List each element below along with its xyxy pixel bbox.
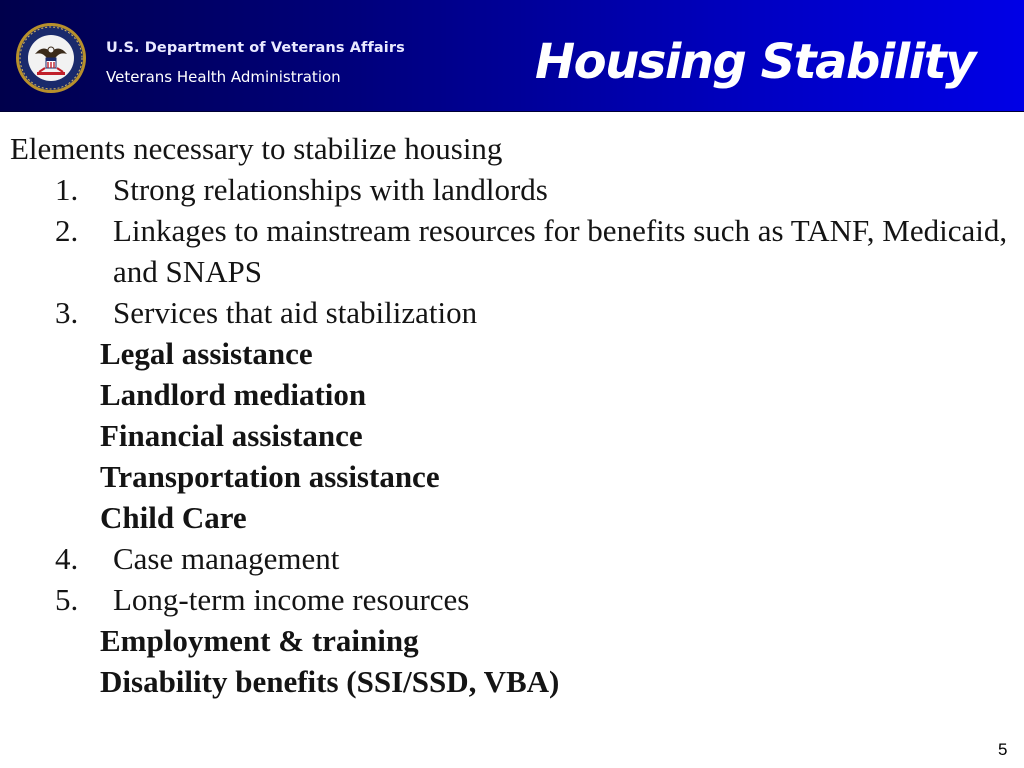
list-item-text: Strong relationships with landlords [113, 172, 548, 207]
sub-item: Landlord mediation [100, 377, 367, 412]
list-number: 5. [55, 582, 79, 617]
list-item-1 [10, 169, 1010, 210]
list-number: 2. [55, 213, 79, 248]
list-item-text: Case management [113, 541, 340, 576]
sub-item: Legal assistance [100, 336, 313, 371]
slide-title: Housing Stability [535, 34, 975, 90]
slide-body [10, 128, 1010, 702]
list-number: 1. [55, 172, 79, 207]
list-item-5 [10, 579, 1010, 620]
list-item-4 [10, 538, 1010, 579]
list-number: 3. [55, 295, 79, 330]
sub-item: Disability benefits (SSI/SSD, VBA) [100, 664, 560, 699]
org-name: U.S. Department of Veterans Affairs [106, 40, 405, 56]
list-item-3 [10, 292, 1010, 333]
sub-item: Employment & training [100, 623, 419, 658]
sub-item: Transportation assistance [100, 459, 440, 494]
page-number: 5 [998, 740, 1008, 759]
sub-item: Child Care [100, 500, 247, 535]
sub-item: Financial assistance [100, 418, 363, 453]
list-item-2 [10, 210, 1010, 292]
intro-text: Elements necessary to stabilize housing [10, 131, 503, 166]
list-item-text: Linkages to mainstream resources for benefits such as TANF, Medicaid, and SNAPS [113, 213, 1008, 289]
list-item-text: Long-term income resources [113, 582, 470, 617]
va-seal-icon [15, 22, 87, 94]
list-number: 4. [55, 541, 79, 576]
header-banner [0, 0, 1024, 112]
list-item-text: Services that aid stabilization [113, 295, 478, 330]
org-subname: Veterans Health Administration [106, 68, 341, 86]
